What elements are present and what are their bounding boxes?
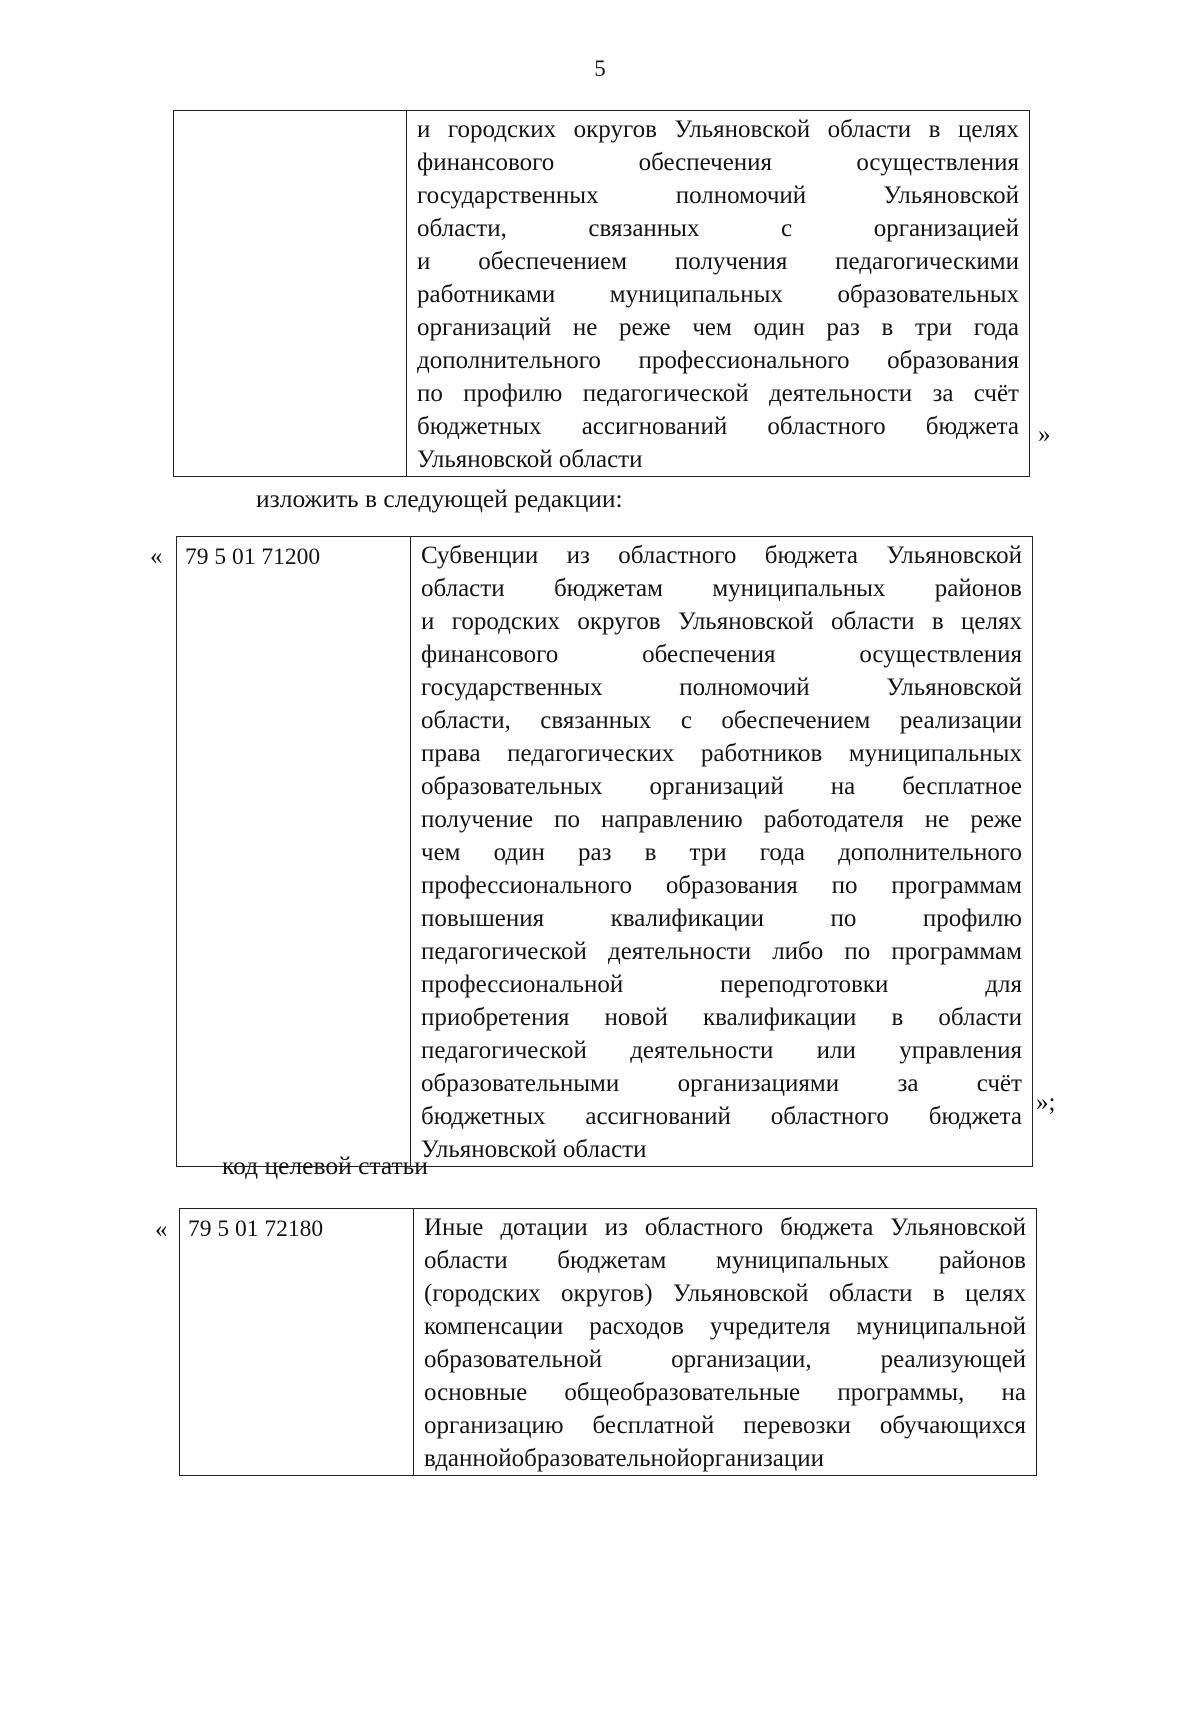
word: Ульяновской (886, 674, 1022, 701)
word: реже (619, 314, 671, 341)
word: муниципальных (712, 575, 886, 602)
word: бюджета (928, 1103, 1022, 1130)
word: в (881, 314, 894, 341)
word: направлению (601, 806, 743, 833)
word: целях (957, 116, 1019, 143)
word: чем (692, 314, 732, 341)
word: обеспечением (478, 248, 628, 275)
text-line (417, 146, 1019, 179)
word: счёт (973, 380, 1019, 407)
text-line (417, 212, 1019, 245)
word: с (680, 707, 692, 734)
word: реже (970, 806, 1022, 833)
word: данной (435, 1445, 512, 1472)
text-line (421, 803, 1022, 836)
word: из (604, 1214, 628, 1241)
word: обеспечения (642, 641, 776, 668)
paragraph-new-edition: изложить в следующей редакции: (256, 484, 623, 513)
word: образовательных (421, 773, 603, 800)
closing-quote: »; (1036, 1089, 1056, 1116)
description-cell (414, 1209, 1037, 1476)
word: муниципальной (856, 1313, 1026, 1340)
word: учредителя (709, 1313, 831, 1340)
word: бюджетных (421, 1103, 546, 1130)
word: деятельности (607, 938, 752, 965)
word: области (828, 1280, 913, 1307)
word: областного (767, 413, 886, 440)
word: областного (644, 1214, 764, 1241)
word: связанных (540, 707, 652, 734)
word: районов (934, 575, 1022, 602)
word: районов (938, 1247, 1026, 1274)
table-row (174, 111, 1030, 477)
word: финансового (417, 149, 555, 176)
word: дополнительного (838, 839, 1022, 866)
text-line (421, 1067, 1022, 1100)
text-line (421, 869, 1022, 902)
table-subsidy (179, 1208, 1037, 1476)
text-line (421, 671, 1022, 704)
word: бюджета (925, 413, 1019, 440)
word: бесплатной (592, 1412, 715, 1439)
word: обеспечения (638, 149, 773, 176)
word: округов (577, 608, 661, 635)
word: Ульяновской (674, 116, 811, 143)
text-line (417, 113, 1019, 146)
word: области, (421, 707, 511, 734)
text-line (421, 1100, 1022, 1133)
text-line (421, 737, 1022, 770)
word: организацию (424, 1412, 564, 1439)
word: работодателя (763, 806, 904, 833)
text-line (421, 1133, 1022, 1166)
text-line (421, 605, 1022, 638)
word: педагогической (421, 938, 587, 965)
word: с (781, 215, 793, 242)
word: в (424, 1445, 436, 1472)
table-row (177, 537, 1033, 1167)
word: дотации (500, 1214, 588, 1241)
word: областного (770, 1103, 889, 1130)
opening-quote: « (155, 1216, 168, 1243)
text-line (421, 1001, 1022, 1034)
word: общеобразовательные (564, 1379, 801, 1406)
word: педагогической (582, 380, 749, 407)
word: новой (604, 1004, 668, 1031)
word: Ульяновской (672, 1280, 809, 1307)
word: связанных (588, 215, 700, 242)
word: программам (891, 872, 1022, 899)
word: по (417, 380, 443, 407)
word: не (572, 314, 598, 341)
description-text (421, 539, 1022, 1166)
text-line (421, 1034, 1022, 1067)
word: Субвенции (421, 542, 539, 569)
word: права (421, 740, 481, 767)
word: либо (772, 938, 824, 965)
text-line (417, 377, 1019, 410)
word: Ульяновской (677, 608, 814, 635)
word: дополнительного (417, 347, 601, 374)
word: области (938, 1004, 1022, 1031)
word: для (985, 971, 1022, 998)
word: за (897, 1070, 919, 1097)
word: квалификации (702, 1004, 857, 1031)
word: образования (665, 872, 798, 899)
word: педагогических (507, 740, 675, 767)
word: по (830, 905, 857, 932)
word: профилю (922, 905, 1022, 932)
word: профилю (463, 380, 563, 407)
word: организации, (671, 1346, 812, 1373)
word: раз (577, 839, 612, 866)
word: на (1001, 1379, 1026, 1406)
word: раз (826, 314, 860, 341)
word: года (759, 839, 805, 866)
text-line (421, 968, 1022, 1001)
word: областного (618, 542, 737, 569)
word: педагогическими (835, 248, 1019, 275)
word: муниципальных (716, 1247, 890, 1274)
text-line (421, 704, 1022, 737)
word: городских (447, 116, 557, 143)
word: организациями (677, 1070, 840, 1097)
word: работниками (417, 281, 556, 308)
text-line (417, 179, 1019, 212)
word: образовательной (511, 1445, 690, 1472)
word: городских (451, 608, 560, 635)
word: бюджета (780, 1214, 874, 1241)
word: в (932, 1280, 945, 1307)
word: Ульяновской (890, 1214, 1026, 1241)
word: и (417, 248, 431, 275)
word: округов) (560, 1280, 653, 1307)
word: финансового (421, 641, 559, 668)
opening-quote: « (150, 543, 163, 570)
page-number: 5 (594, 56, 606, 81)
word: по (554, 806, 580, 833)
text-line (424, 1277, 1026, 1310)
table-continuation (173, 110, 1030, 477)
word: полномочий (679, 674, 810, 701)
word: Ульяновской (886, 542, 1022, 569)
word: государственных (417, 182, 599, 209)
paragraph-target-code: код целевой статьи (222, 1151, 428, 1180)
word: три (689, 839, 727, 866)
word: образовательных (837, 281, 1019, 308)
word: бюджета (764, 542, 858, 569)
word: за (932, 380, 954, 407)
text-line (421, 539, 1022, 572)
description-text (424, 1211, 1026, 1475)
word: или (816, 1037, 856, 1064)
word: целях (961, 608, 1022, 635)
word: года (973, 314, 1019, 341)
word: полномочий (675, 182, 807, 209)
text-line (424, 1211, 1026, 1244)
word: деятельности (768, 380, 913, 407)
word: расходов (589, 1313, 684, 1340)
word: осуществления (859, 641, 1022, 668)
text-line (417, 410, 1019, 443)
word: ассигнований (581, 413, 728, 440)
word: профессиональной (421, 971, 624, 998)
text-line (421, 572, 1022, 605)
word: в (891, 1004, 904, 1031)
word: обеспечением (721, 707, 871, 734)
word: один (493, 839, 545, 866)
text-line (421, 902, 1022, 935)
word: области (424, 1247, 508, 1274)
word: педагогической (421, 1037, 587, 1064)
text-line (424, 1409, 1026, 1442)
text-line (417, 311, 1019, 344)
text-line (417, 443, 1019, 476)
text-line (421, 770, 1022, 803)
word: области (827, 116, 912, 143)
word: государственных (421, 674, 603, 701)
word: области (830, 608, 915, 635)
word: (городских (424, 1280, 541, 1307)
word: квалификации (610, 905, 764, 932)
word: профессионального (638, 347, 850, 374)
text-line (417, 344, 1019, 377)
word: Ульяновской области (417, 446, 643, 473)
word: Ульяновской области (421, 1136, 647, 1163)
word: области, (417, 215, 507, 242)
word: бесплатное (902, 773, 1022, 800)
word: не (924, 806, 950, 833)
word: счёт (976, 1070, 1022, 1097)
word: округов (573, 116, 657, 143)
word: из (566, 542, 590, 569)
word: Иные (424, 1214, 484, 1241)
word: основные (424, 1379, 528, 1406)
closing-quote: » (1038, 421, 1051, 448)
word: переподготовки (720, 971, 889, 998)
word: образования (887, 347, 1019, 374)
word: обучающихся (879, 1412, 1026, 1439)
text-line (424, 1343, 1026, 1376)
word: три (915, 314, 953, 341)
description-text (417, 113, 1019, 476)
word: и (421, 608, 435, 635)
text-line (424, 1442, 1026, 1475)
text-line (421, 638, 1022, 671)
text-line (417, 278, 1019, 311)
word: организации (689, 1445, 824, 1472)
word: повышения (421, 905, 545, 932)
word: муниципальных (848, 740, 1022, 767)
text-line (421, 935, 1022, 968)
code-cell: 79 5 01 71200 (177, 537, 411, 1167)
word: области (421, 575, 505, 602)
word: в (931, 608, 944, 635)
text-line (424, 1376, 1026, 1409)
word: образовательной (424, 1346, 603, 1373)
word: осуществления (856, 149, 1019, 176)
word: реализующей (880, 1346, 1026, 1373)
table-row (180, 1209, 1037, 1476)
word: чем (421, 839, 461, 866)
word: один (753, 314, 805, 341)
description-cell (411, 537, 1033, 1167)
text-line (421, 836, 1022, 869)
word: компенсации (424, 1313, 564, 1340)
word: получения (674, 248, 788, 275)
word: профессионального (421, 872, 632, 899)
table-subvention (176, 536, 1033, 1167)
word: организаций (417, 314, 552, 341)
word: по (831, 872, 858, 899)
word: работников (700, 740, 823, 767)
word: приобретения (421, 1004, 570, 1031)
code-cell (174, 111, 407, 477)
word: деятельности (630, 1037, 774, 1064)
word: бюджетам (557, 1247, 667, 1274)
word: и (417, 116, 431, 143)
word: организаций (649, 773, 784, 800)
word: муниципальных (609, 281, 783, 308)
word: по (844, 938, 871, 965)
word: целях (965, 1280, 1026, 1307)
word: Ульяновской (883, 182, 1019, 209)
word: в (644, 839, 657, 866)
word: организацией (873, 215, 1019, 242)
word: управления (899, 1037, 1022, 1064)
word: программы, (837, 1379, 965, 1406)
word: образовательными (421, 1070, 620, 1097)
text-line (424, 1244, 1026, 1277)
word: бюджетных (417, 413, 542, 440)
word: реализации (899, 707, 1022, 734)
text-line (424, 1310, 1026, 1343)
description-cell (407, 111, 1030, 477)
word: ассигнований (585, 1103, 731, 1130)
word: в (928, 116, 941, 143)
word: бюджетам (553, 575, 663, 602)
word: получение (421, 806, 534, 833)
code-cell: 79 5 01 72180 (180, 1209, 414, 1476)
word: программам (891, 938, 1022, 965)
word: перевозки (743, 1412, 851, 1439)
text-line (417, 245, 1019, 278)
word: на (830, 773, 856, 800)
